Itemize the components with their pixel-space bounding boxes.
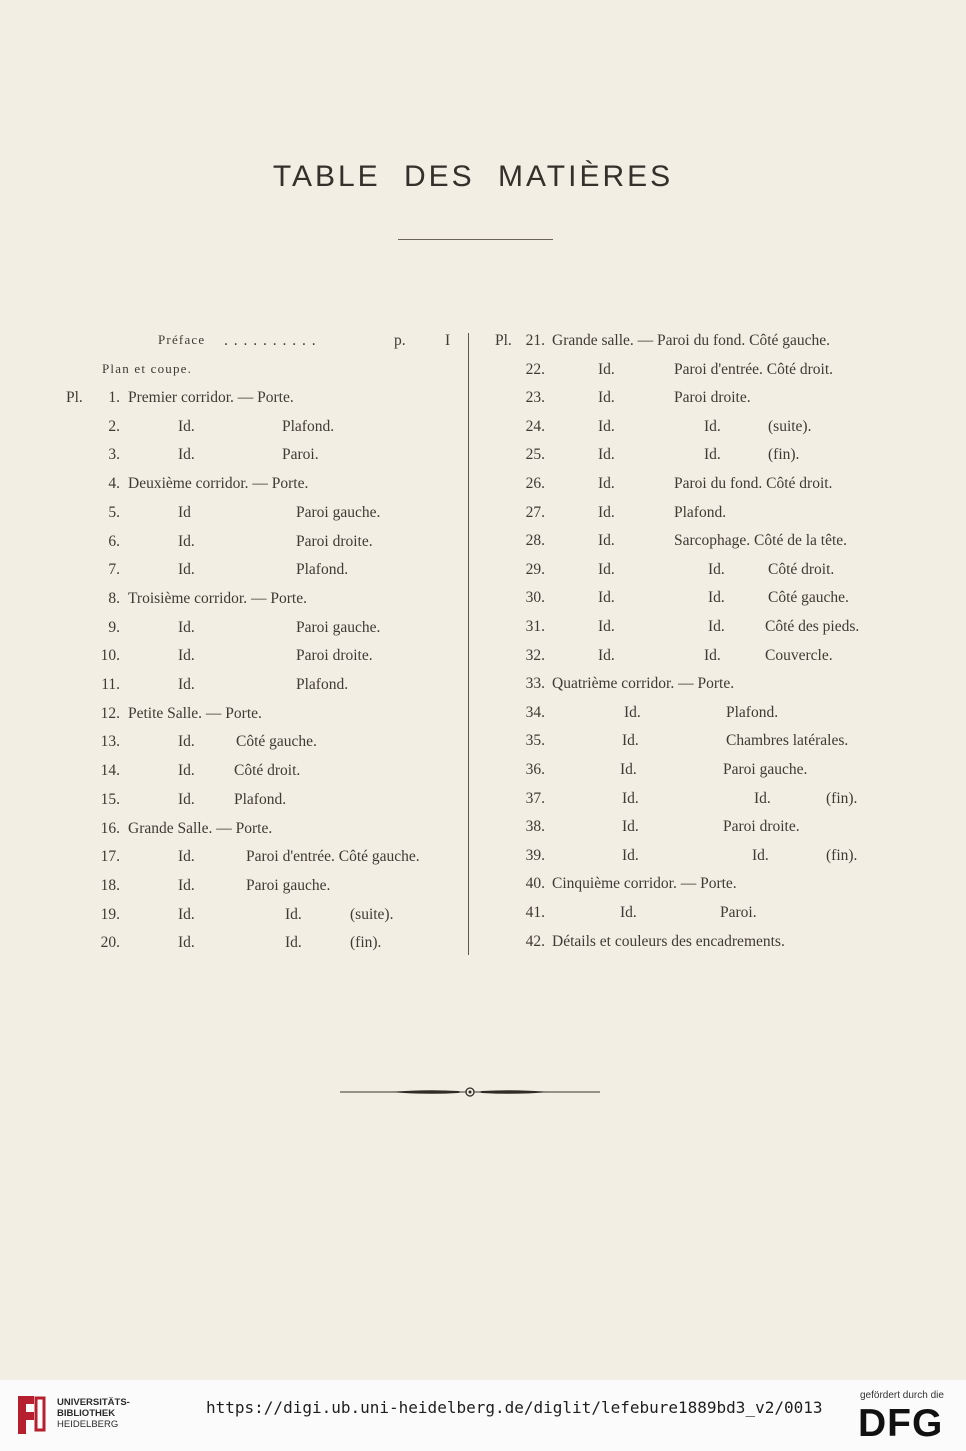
plate-number: 42. [525, 932, 545, 950]
entry-detail: Plafond. [282, 417, 335, 435]
plate-number: 26. [525, 475, 545, 492]
plate-number: 38. [525, 818, 545, 836]
entry-note: (fin). [826, 846, 858, 864]
plate-number: 30. [525, 589, 545, 607]
plate-number: 3. [108, 446, 120, 464]
entry-detail: Plafond. [296, 676, 349, 693]
plan-et-coupe: Plan et coupe. [102, 361, 193, 376]
entry-detail: Côté gauche. [236, 733, 317, 751]
entry-title: Id. [598, 503, 615, 521]
entry-title: Id. [622, 789, 639, 807]
entry-detail: Plafond. [296, 561, 349, 579]
entry-detail: Paroi d'entrée. Côté droit. [674, 360, 834, 378]
entry-detail: Id. [285, 905, 302, 923]
entry-detail: Paroi gauche. [723, 761, 808, 778]
entry-note: Côté droit. [768, 560, 835, 578]
plate-number: 34. [525, 703, 545, 721]
entry-detail: Plafond. [234, 790, 287, 808]
library-name-line: HEIDELBERG [57, 1419, 119, 1430]
plate-number: 27. [525, 503, 545, 521]
plate-number: 31. [525, 618, 545, 635]
plate-number: 32. [525, 646, 545, 664]
preface-label: Préface [158, 332, 206, 347]
plate-number: 35. [525, 732, 545, 750]
entry-detail: Plafond. [674, 503, 727, 521]
entry-note: (fin). [350, 934, 382, 952]
entry-title: Id. [598, 389, 615, 407]
plate-number: 33. [525, 675, 545, 693]
right-pl-label: Pl. [495, 332, 512, 349]
plate-number: 18. [100, 876, 120, 894]
entry-detail: Id. [285, 934, 302, 952]
plate-number: 20. [100, 934, 120, 952]
plate-number: 29. [525, 560, 545, 578]
plate-number: 14. [100, 762, 120, 780]
entry-detail: Paroi droite. [674, 389, 751, 407]
plate-number: 12. [100, 704, 120, 722]
plate-number: 4. [108, 475, 120, 493]
plate-number: 2. [108, 417, 120, 435]
plate-number: 23. [525, 389, 545, 407]
page-title: TABLE DES MATIÈRES [272, 160, 674, 193]
entry-title: Cinquième corridor. — Porte. [552, 875, 737, 893]
entry-title: Id. [622, 732, 639, 750]
entry-title: Id. [598, 446, 615, 464]
entry-detail: Paroi gauche. [246, 876, 331, 894]
entry-detail: Paroi droite. [296, 532, 373, 550]
entry-title: Id. [178, 647, 195, 665]
university-library-logo-icon [14, 1390, 48, 1440]
entry-title: Grande Salle. — Porte. [128, 819, 273, 837]
entry-note: (fin). [768, 446, 800, 464]
entry-title: Id. [178, 618, 195, 636]
plate-number: 15. [100, 790, 120, 808]
entry-title: Id. [598, 646, 615, 664]
plate-number: 41. [525, 904, 545, 921]
entry-title: Id. [178, 733, 195, 751]
plate-number: 11. [101, 676, 120, 693]
entry-note: (fin). [826, 789, 858, 807]
entry-detail: Paroi gauche. [296, 618, 381, 636]
dfg-logo: DFG [858, 1402, 944, 1445]
entry-detail: Id. [704, 417, 721, 435]
plate-number: 7. [108, 561, 120, 579]
entry-title: Id. [598, 618, 615, 635]
entry-title: Id. [620, 761, 637, 778]
permalink-url[interactable]: https://digi.ub.uni-heidelberg.de/diglit/lefebure1889bd3_v2/0013 [206, 1398, 823, 1417]
entry-title: Id. [178, 848, 195, 866]
plate-number: 9. [108, 618, 120, 636]
entry-detail: Paroi droite. [723, 818, 800, 836]
plate-number: 37. [525, 789, 545, 807]
entry-detail: Plafond. [726, 703, 779, 721]
entry-detail: Id. [708, 589, 725, 607]
column-divider [468, 333, 469, 955]
entry-title: Id. [178, 905, 195, 923]
entry-title: Deuxième corridor. — Porte. [128, 475, 309, 493]
entry-title: Id. [178, 561, 195, 579]
funder-caption: gefördert durch die [860, 1390, 944, 1401]
entry-title: Quatrième corridor. — Porte. [552, 675, 735, 693]
entry-title: Id [178, 503, 191, 521]
plate-number: 8. [108, 589, 120, 607]
entry-title: Id. [598, 475, 615, 492]
entry-title: Id. [178, 934, 195, 952]
entry-detail: Id. [708, 560, 725, 578]
entry-detail: Id. [754, 789, 771, 807]
plate-number: 21. [525, 332, 545, 349]
plate-number: 16. [100, 819, 120, 837]
entry-detail: Paroi d'entrée. Côté gauche. [246, 848, 420, 866]
entry-title: Id. [624, 703, 641, 721]
plate-number: 13. [100, 733, 120, 751]
entry-title: Id. [178, 876, 195, 894]
plate-number: 36. [525, 761, 545, 778]
entry-title: Id. [598, 589, 615, 607]
entry-title: Détails et couleurs des encadrements. [552, 932, 785, 950]
library-name-line: UNIVERSITÄTS- [57, 1397, 130, 1408]
entry-title: Id. [178, 417, 195, 435]
entry-title: Id. [598, 560, 615, 578]
entry-detail: Id. [704, 446, 721, 464]
entry-title: Id. [178, 676, 195, 693]
entry-detail: Paroi droite. [296, 647, 373, 665]
entry-title: Id. [622, 818, 639, 836]
entry-title: Id. [178, 532, 195, 550]
entry-detail: Chambres latérales. [726, 732, 849, 750]
preface-leader: . . . . . . . . . . [224, 332, 317, 349]
plate-number: 24. [525, 417, 545, 435]
plate-number: 1. [108, 389, 120, 406]
entry-title: Id. [598, 532, 615, 550]
entry-detail: Id. [752, 846, 769, 864]
ornament-divider-icon [340, 1081, 600, 1103]
plate-number: 17. [100, 848, 120, 866]
plate-number: 5. [108, 503, 120, 521]
entry-title: Id. [178, 762, 195, 780]
entry-detail: Paroi. [720, 904, 757, 921]
preface-page-number: I [445, 332, 451, 349]
entry-title: Troisième corridor. — Porte. [128, 589, 307, 607]
library-name-line: BIBLIOTHEK [57, 1408, 116, 1419]
plate-number: 40. [525, 875, 545, 893]
entry-detail: Côté droit. [234, 762, 301, 780]
left-pl-label: Pl. [66, 389, 83, 406]
entry-detail: Paroi gauche. [296, 503, 381, 521]
plate-number: 22. [525, 360, 545, 378]
footer-bar [0, 1380, 966, 1451]
entry-title: Premier corridor. — Porte. [128, 389, 294, 406]
entry-note: (suite). [350, 905, 394, 923]
entry-title: Id. [178, 790, 195, 808]
entry-detail: Paroi du fond. Côté droit. [674, 475, 833, 492]
entry-note: Côté gauche. [768, 589, 849, 607]
plate-number: 28. [525, 532, 545, 550]
entry-title: Id. [620, 904, 637, 921]
entry-title: Grande salle. — Paroi du fond. Côté gauche. [552, 332, 831, 349]
plate-number: 6. [108, 532, 120, 550]
entry-detail: Sarcophage. Côté de la tête. [674, 532, 848, 550]
entry-title: Id. [178, 446, 195, 464]
library-name [57, 1397, 130, 1430]
entry-title: Id. [622, 846, 639, 864]
entry-title: Petite Salle. — Porte. [128, 704, 262, 722]
entry-detail: Paroi. [282, 446, 319, 464]
title-rule [398, 239, 553, 240]
entry-title: Id. [598, 417, 615, 435]
entry-note: Couvercle. [765, 646, 833, 664]
plate-number: 39. [525, 846, 545, 864]
plate-number: 19. [100, 905, 120, 923]
plate-number: 10. [100, 647, 120, 665]
entry-detail: Id. [704, 646, 721, 664]
plate-number: 25. [525, 446, 545, 464]
entry-detail: Id. [708, 618, 725, 635]
entry-note: Côté des pieds. [765, 618, 860, 635]
preface-page-prefix: p. [394, 332, 406, 349]
entry-note: (suite). [768, 417, 812, 435]
entry-title: Id. [598, 360, 615, 378]
